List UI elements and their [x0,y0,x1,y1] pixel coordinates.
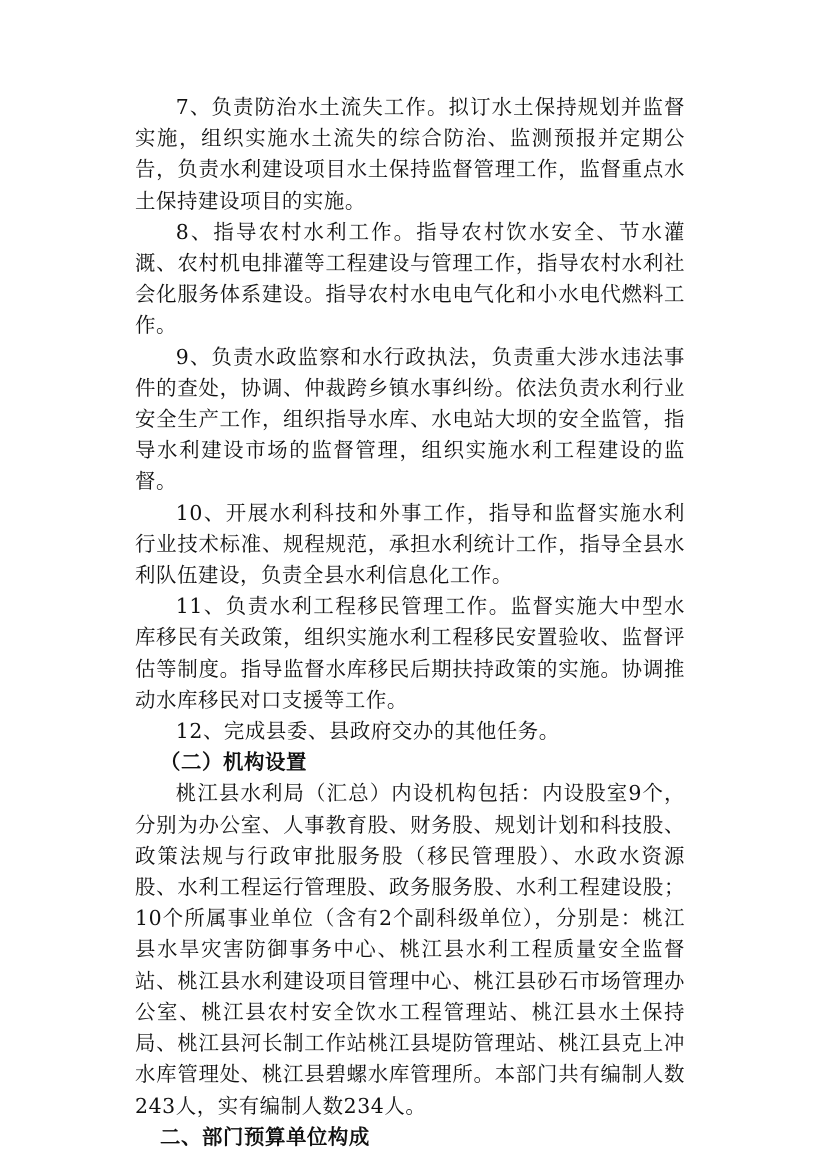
paragraph-item-7: 7、负责防治水土流失工作。拟订水土保持规划并监督实施，组织实施水土流失的综合防治、监测预报并定期公告，负责水利建设项目水土保持监督管理工作，监督重点水土保持建设项目的实施。 [135,95,685,213]
paragraph-item-8: 8、指导农村水利工作。指导农村饮水安全、节水灌溉、农村机电排灌等工程建设与管理工作，指导农村水利社会化服务体系建设。指导农村水电电气化和小水电代燃料工作。 [135,219,685,338]
paragraph-item-10: 10、开展水利科技和外事工作，指导和监督实施水利行业技术标准、规程规范，承担水利统计工作，指导全县水利队伍建设，负责全县水利信息化工作。 [135,500,685,588]
paragraph-item-11: 11、负责水利工程移民管理工作。监督实施大中型水库移民有关政策，组织实施水利工程移民安置验收、监督评估等制度。指导监督水库移民后期扶持政策的实施。协调推动水库移民对口支援等工作。 [135,594,685,712]
section-heading-budget-units: 二、部门预算单位构成 [160,1124,370,1149]
document-page [135,92,685,1153]
org-setup-paragraph: 桃江县水利局（汇总）内设机构包括：内设股室9个，分别为办公室、人事教育股、财务股、规划计划和科技股、政策法规与行政审批服务股（移民管理股）、水政水资源股、水利工程运行管理股、政务服务股、水利工程建设股；10个所属事业单位（含有2个副科级单位），分别是：桃江县水旱灾害防御事务中心、桃江县水利工程质量安全监督站、桃江县水利建设项目管理中心、桃江县砂石市场管理办公室、桃江县农村安全饮水工程管理站、桃江县水土保持局、桃江县河长制工作站桃江县堤防管理站、桃江县克上冲水库管理处、桃江县碧螺水库管理所。本部门共有编制人数243人，实有编制人数234人。 [135,781,685,1118]
paragraph-item-12: 12、完成县委、县政府交办的其他任务。 [175,719,560,744]
section-heading-org-setup: （二）机构设置 [160,750,307,775]
paragraph-item-9: 9、负责水政监察和水行政执法，负责重大涉水违法事件的查处，协调、仲裁跨乡镇水事纠纷。依法负责水利行业安全生产工作，组织指导水库、水电站大坝的安全监管，指导水利建设市场的监督管理，组织实施水利工程建设的监督。 [135,344,685,494]
